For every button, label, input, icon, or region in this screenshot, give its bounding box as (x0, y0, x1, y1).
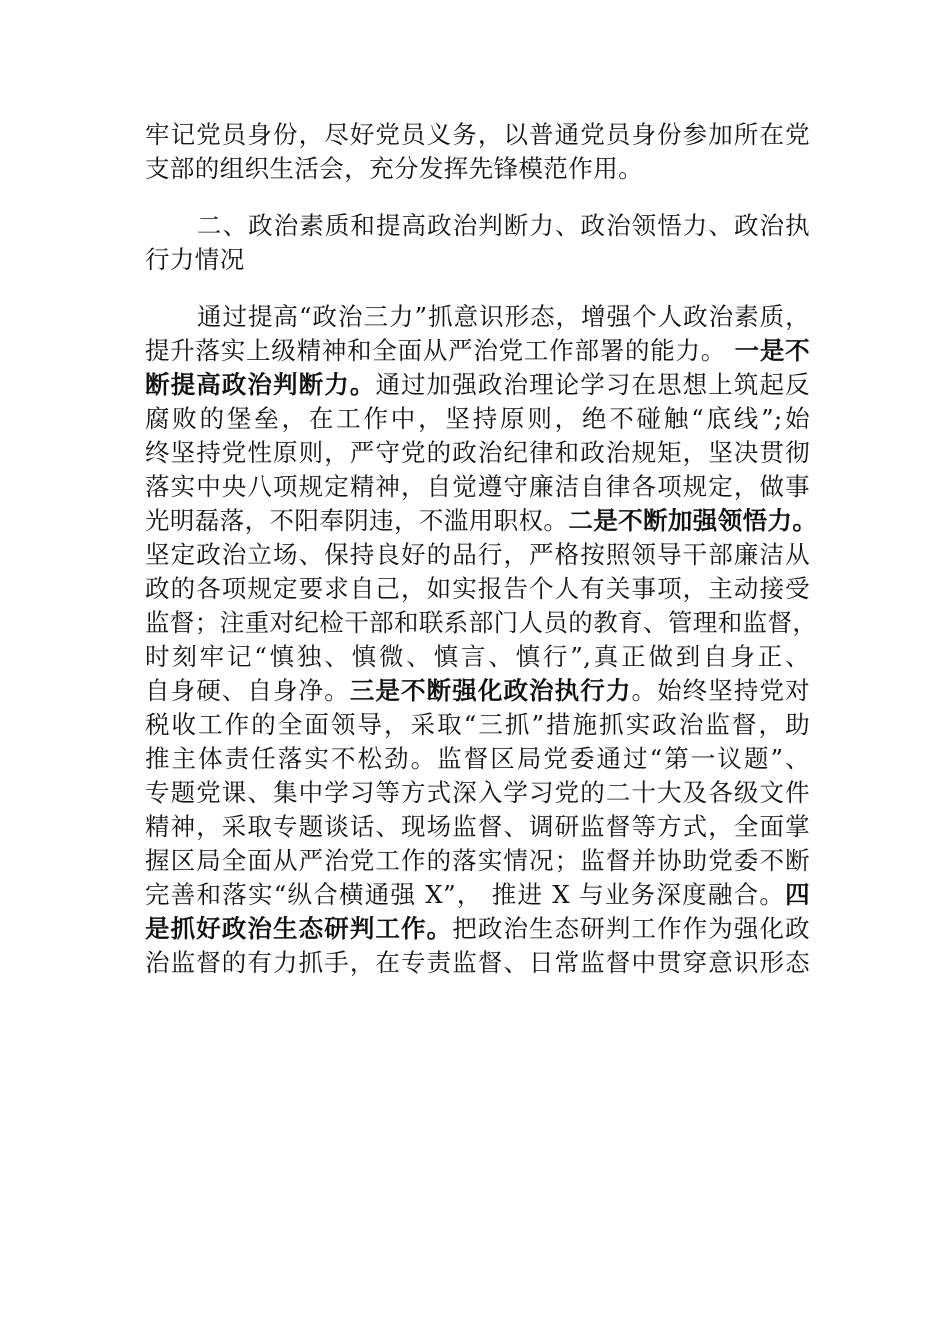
bold-point-label: 是抓好政治生态研判工作。 (145, 914, 453, 943)
text-line: 税收工作的全面领导，采取“三抓”措施抓实政治监督，助 (145, 710, 810, 739)
text-line (145, 674, 810, 708)
text-line: 政的各项规定要求自己，如实报告个人有关事项，主动接受 (145, 574, 810, 603)
text-line: 时刻牢记“慎独、慎微、慎言、慎行”,真正做到自身正、 (145, 642, 810, 671)
text-span: 把政治生态研判工作作为强化政 (452, 914, 810, 943)
text-span: 完善和落实“纵合横通强 X”， 推进 X 与业务深度融合。 (145, 880, 786, 909)
text-line (145, 878, 810, 912)
text-span: 通过加强政治理论学习在思想上筑起反 (375, 370, 810, 399)
text-span: 光明磊落，不阳奉阴违，不滥用职权。 (145, 506, 569, 535)
text-line: 落实中央八项规定精神，自觉遵守廉洁自律各项规定，做事 (145, 472, 810, 501)
document-page (145, 118, 818, 980)
text-line (145, 334, 810, 368)
heading-line: 二、政治素质和提高政治判断力、政治领悟力、政治执 (197, 211, 810, 240)
bold-point-label: 断提高政治判断力。 (145, 370, 376, 399)
bold-point-label: 一是不 (734, 336, 811, 365)
text-line (145, 368, 810, 402)
section-heading (145, 209, 810, 277)
text-line: 精神，采取专题谈话、现场监督、调研监督等方式，全面掌 (145, 812, 810, 841)
text-span: 。始终坚持党对 (631, 676, 810, 705)
text-line (145, 912, 810, 946)
bold-point-label: 二是不断加强领悟力。 (568, 506, 818, 535)
text-line: 推主体责任落实不松劲。监督区局党委通过“第一议题”、 (145, 744, 810, 773)
text-line: 专题党课、集中学习等方式深入学习党的二十大及各级文件 (145, 778, 810, 807)
text-line: 通过提高“政治三力”抓意识形态，增强个人政治素质， (197, 302, 810, 331)
text-line: 终坚持党性原则，严守党的政治纪律和政治规矩，坚决贯彻 (145, 438, 810, 467)
text-line: 治监督的有力抓手，在专责监督、日常监督中贯穿意识形态 (145, 948, 810, 977)
text-line: 坚定政治立场、保持良好的品行，严格按照领导干部廉洁从 (145, 540, 810, 569)
text-span: 自身硬、自身净。 (145, 676, 350, 705)
paragraph-political-ability (145, 300, 818, 980)
text-line: 牢记党员身份，尽好党员义务，以普通党员身份参加所在党 (145, 120, 810, 149)
paragraph-membership (145, 118, 810, 186)
text-line: 支部的组织生活会，充分发挥先锋模范作用。 (145, 154, 643, 183)
text-line (145, 504, 818, 538)
text-line: 握区局全面从严治党工作的落实情况；监督并协助党委不断 (145, 846, 810, 875)
text-span: 提升落实上级精神和全面从严治党工作部署的能力。 (145, 336, 735, 365)
heading-line: 行力情况 (145, 245, 245, 274)
text-line: 监督；注重对纪检干部和联系部门人员的教育、管理和监督， (145, 608, 818, 637)
text-line: 腐败的堡垒，在工作中，坚持原则，绝不碰触“底线”;始 (145, 404, 810, 433)
bold-point-label: 四 (785, 880, 810, 909)
bold-point-label: 三是不断强化政治执行力 (349, 676, 632, 705)
